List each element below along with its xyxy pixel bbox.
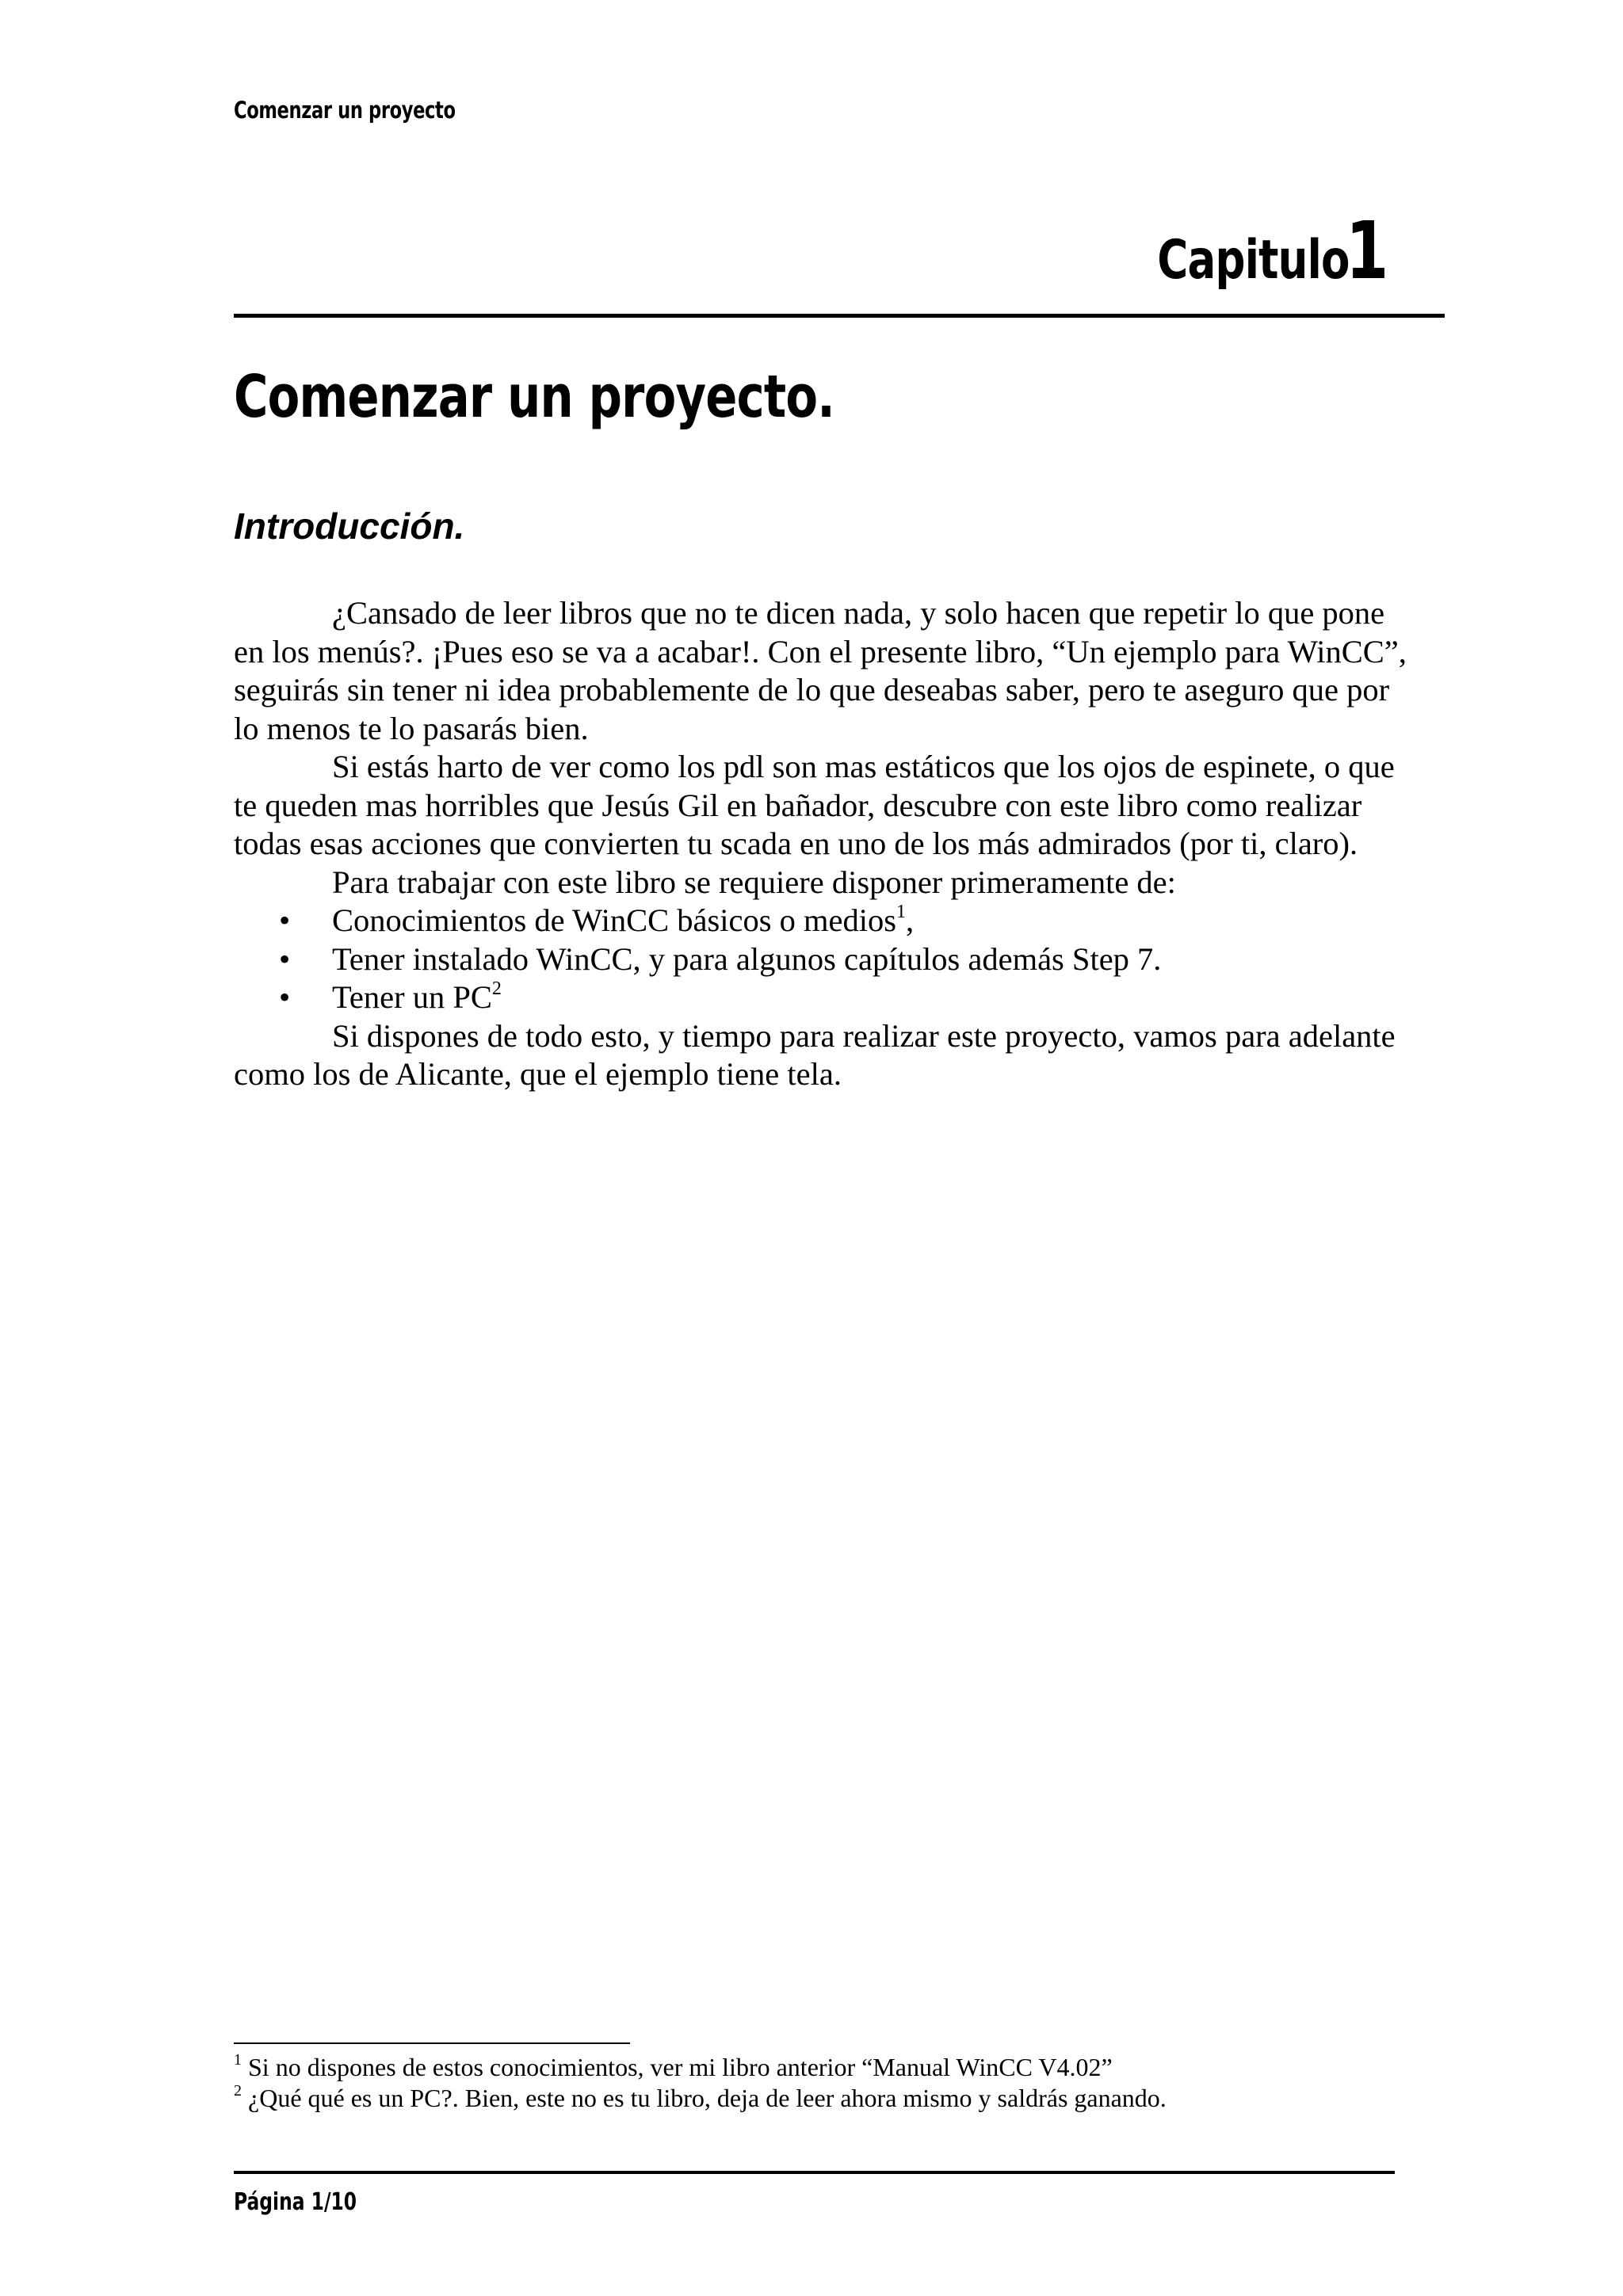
list-item-text: Conocimientos de WinCC básicos o medios [332, 902, 896, 938]
footnote-divider [234, 2042, 630, 2044]
body-text [234, 594, 1407, 1094]
paragraph-2: Si estás harto de ver como los pdl son mas estáticos que los ojos de espinete, o que te queden mas horribles que Jesús Gil en bañador, descubre con este libro como realizar todas esas acciones que convierten tu scada en uno de los más admirados (por ti, claro). [234, 749, 1395, 861]
section-heading: Introducción. [234, 505, 465, 547]
bullet-icon: • [279, 940, 291, 977]
footnote-number: 2 [234, 2082, 242, 2100]
footnote-text: ¿Qué qué es un PC?. Bien, este no es tu libro, deja de leer ahora mismo y saldrás ganando. [242, 2084, 1167, 2112]
list-item-punct: , [905, 902, 915, 938]
paragraph-1: ¿Cansado de leer libros que no te dicen nada, y solo hacen que repetir lo que pone en los menús?. ¡Pues eso se va a acabar!. Con el presente libro, “Un ejemplo para WinCC”, seguirás sin tener ni idea probablemente de lo que deseabas saber, pero te aseguro que por lo menos te lo pasarás bien. [234, 595, 1407, 746]
footnote-number: 1 [234, 2051, 242, 2069]
list-item-text: Tener un PC [332, 979, 492, 1015]
paragraph-3: Para trabajar con este libro se requiere disponer primeramente de: [332, 864, 1176, 900]
requirements-list [234, 902, 1407, 1017]
running-header: Comenzar un proyecto [234, 97, 456, 124]
footer-divider [234, 2171, 1395, 2174]
footnote-1 [234, 2052, 1407, 2083]
list-item [234, 902, 1407, 940]
bullet-icon: • [279, 902, 291, 938]
bullet-icon: • [279, 979, 291, 1015]
list-item-text: Tener instalado WinCC, y para algunos capítulos además Step 7. [332, 940, 1162, 977]
footnote-ref: 2 [491, 978, 502, 999]
list-item [234, 978, 1407, 1017]
footnote-ref: 1 [896, 901, 906, 922]
chapter-number: 1 [1346, 204, 1389, 297]
list-item [234, 940, 1407, 979]
footnotes [234, 2052, 1407, 2114]
footnote-text: Si no dispones de estos conocimientos, ver mi libro anterior “Manual WinCC V4.02” [242, 2053, 1113, 2081]
chapter-word: Capitulo [1157, 229, 1350, 292]
header-divider [234, 314, 1445, 318]
paragraph-closing: Si dispones de todo esto, y tiempo para realizar este proyecto, vamos para adelante como los de Alicante, que el ejemplo tiene tela. [234, 1017, 1396, 1092]
footnote-2 [234, 2083, 1407, 2114]
page-title: Comenzar un proyecto. [234, 363, 834, 431]
chapter-label [1103, 204, 1401, 297]
page-number: Página 1/10 [234, 2188, 357, 2216]
